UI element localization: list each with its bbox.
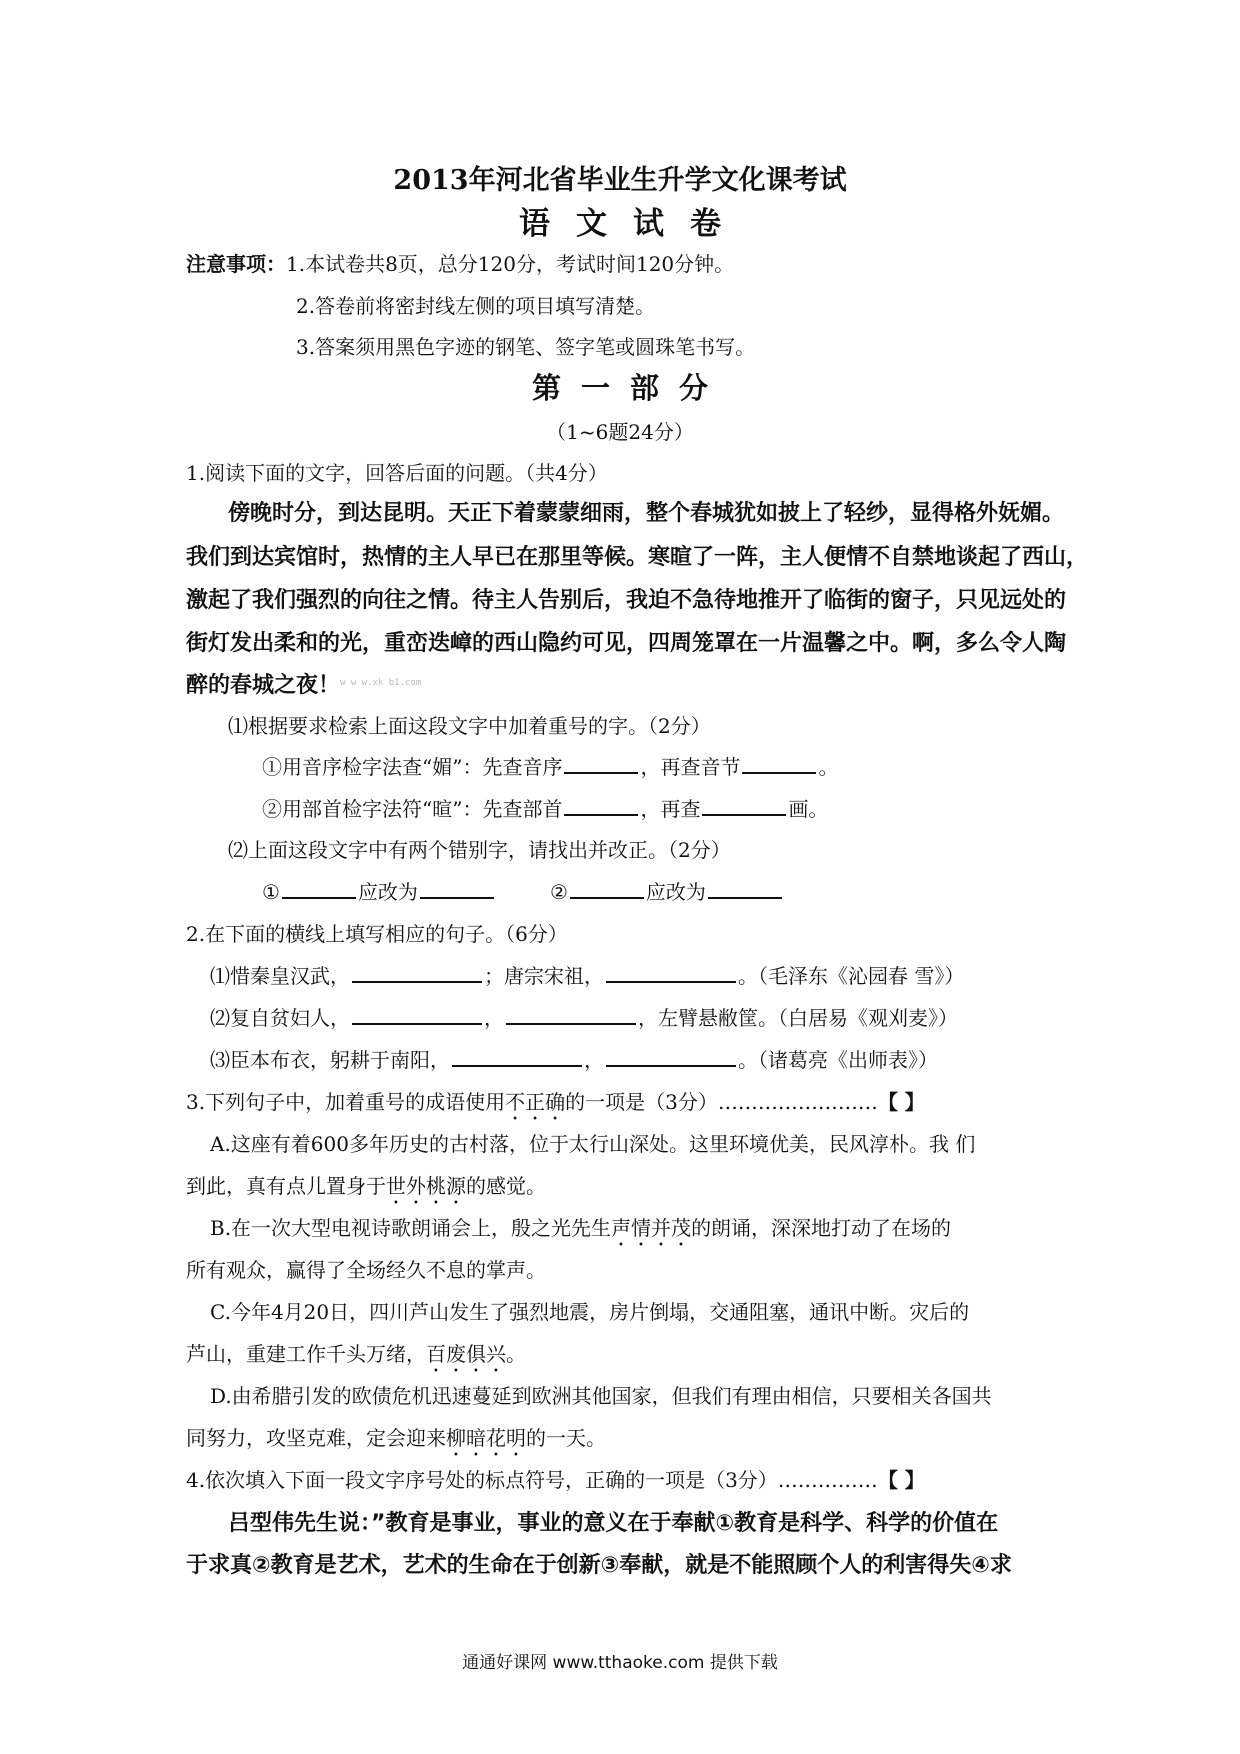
part-subtitle: （1~6题24分） — [546, 420, 694, 444]
answer-blank[interactable] — [452, 1047, 582, 1067]
q2-line-3 — [210, 1044, 938, 1073]
answer-blank[interactable] — [702, 796, 786, 816]
notice-item: 3.答案须用黑色字迹的钢笔、签字笔或圆珠笔书写。 — [296, 335, 756, 359]
answer-blank[interactable] — [564, 796, 638, 816]
passage-line: 傍晚时分，到达昆明。天正下着蒙蒙细雨，整个春城犹如披上了轻纱，显得格外妩媚。 — [228, 501, 1065, 526]
answer-blank[interactable] — [606, 963, 736, 983]
text: ⑶臣本布衣，躬耕于南阳， — [210, 1048, 450, 1072]
text: B.在一次大型电视诗歌朗诵会上，殷之光先生 — [210, 1216, 612, 1240]
passage-line: 激起了我们强烈的向往之情。待主人告别后，我迫不急待地推开了临街的窗子，只见远处的 — [186, 588, 1067, 613]
text: ② — [549, 880, 568, 904]
text: 的一天。 — [526, 1426, 606, 1450]
option-c-line: C.今年4月20日，四川芦山发生了强烈地震，房片倒塌，交通阻塞，通讯中断。灾后的 — [210, 1300, 970, 1324]
passage-line: 醉的春城之夜！ — [186, 673, 341, 698]
question-3-stem — [186, 1086, 925, 1125]
answer-blank[interactable] — [570, 879, 644, 899]
answer-blank[interactable] — [564, 754, 638, 774]
passage-line: 街灯发出柔和的光，重峦迭嶂的西山隐约可见，四周笼罩在一片温馨之中。啊，多么令人陶 — [186, 631, 1067, 656]
text: ，左臂悬敝筐。（白居易《观刈麦》） — [638, 1006, 958, 1030]
page-footer: 通通好课网 www.tthaoke.com 提供下载 — [462, 1653, 778, 1673]
text: 应改为 — [645, 880, 706, 904]
text: 。 — [818, 755, 839, 779]
text: ⑴惜秦皇汉武， — [210, 964, 350, 988]
text: 3.下列句子中，加着重号的成语使用 — [186, 1090, 506, 1114]
q4-passage-line: 吕型伟先生说：”教育是事业，事业的意义在于奉献①教育是科学、科学的价值在 — [228, 1511, 999, 1536]
text: 到此，真有点儿置身于 — [186, 1174, 386, 1198]
notice-item: 1.本试卷共8页，总分120分，考试时间120分钟。 — [286, 252, 735, 276]
answer-blank[interactable] — [352, 1005, 482, 1025]
option-a-line-2 — [186, 1170, 546, 1209]
text: 。 — [506, 1342, 526, 1366]
emphasized-text: 不正确 — [505, 1090, 566, 1114]
text: 4.依次填入下面一段文字序号处的标点符号，正确的一项是（3分）…………… — [186, 1468, 878, 1492]
text: ②用部首检字法符“暄”：先查部首 — [262, 797, 563, 821]
option-a-line: A.这座有着600多年历史的古村落，位于太行山深处。这里环境优美，民风淳朴。我 们 — [210, 1132, 976, 1156]
q1-sub2-answers — [262, 876, 784, 905]
part-title: 第一部分 — [531, 371, 728, 405]
answer-blank[interactable] — [352, 963, 482, 983]
answer-blank[interactable] — [506, 1005, 636, 1025]
emphasized-idiom: 世外桃源 — [386, 1174, 466, 1198]
answer-blank[interactable] — [606, 1047, 736, 1067]
answer-blank[interactable] — [742, 754, 816, 774]
question-2-stem: 2.在下面的横线上填写相应的句子。（6分） — [186, 922, 568, 946]
q2-line-2 — [210, 1002, 958, 1031]
question-1-stem: 1.阅读下面的文字，回答后面的问题。（共4分） — [186, 461, 608, 485]
option-c-line-2 — [186, 1338, 526, 1377]
q1-sub1a — [262, 751, 838, 780]
text: 的一项是（3分）…………………… — [565, 1090, 878, 1114]
option-d-line-2 — [186, 1422, 606, 1461]
text: ，再查音节 — [640, 755, 741, 779]
option-d-line: D.由希腊引发的欧债危机迅速蔓延到欧洲其他国家，但我们有理由相信，只要相关各国共 — [210, 1384, 992, 1408]
q1-sub1b — [262, 793, 828, 822]
answer-bracket[interactable]: 【 】 — [877, 1090, 925, 1114]
passage-line: 我们到达宾馆时，热情的主人早已在那里等候。寒暄了一阵，主人便情不自禁地谈起了西山， — [186, 545, 1089, 570]
text: ①用音序检字法查“媚”：先查音序 — [262, 755, 563, 779]
exam-title: 2013年河北省毕业生升学文化课考试 — [393, 165, 847, 196]
text: 的感觉。 — [466, 1174, 546, 1198]
text: 画。 — [788, 797, 829, 821]
text: 。（毛泽东《沁园春 雪》） — [738, 964, 965, 988]
question-4-stem — [186, 1464, 925, 1493]
text: ，再查 — [640, 797, 701, 821]
answer-blank[interactable] — [282, 879, 356, 899]
text: ⑵复自贫妇人， — [210, 1006, 350, 1030]
q2-line-1 — [210, 960, 964, 989]
text: ；唐宗宋祖， — [484, 964, 604, 988]
text: ， — [484, 1006, 504, 1030]
q4-passage-line: 于求真②教育是艺术，艺术的生命在于创新③奉献，就是不能照顾个人的利害得失④求 — [186, 1553, 1012, 1578]
text: 。（诸葛亮《出师表》） — [738, 1048, 938, 1072]
emphasized-idiom: 百废俱兴 — [426, 1342, 506, 1366]
text: 的朗诵，深深地打动了在场的 — [691, 1216, 952, 1240]
option-b-line — [210, 1212, 951, 1251]
notice-label: 注意事项： — [186, 252, 286, 276]
q1-sub1: ⑴根据要求检索上面这段文字中加着重号的字。（2分） — [228, 714, 711, 738]
text: 芦山，重建工作千头万绪， — [186, 1342, 426, 1366]
q1-sub2: ⑵上面这段文字中有两个错别字，请找出并改正。（2分） — [228, 838, 731, 862]
answer-blank[interactable] — [420, 879, 494, 899]
option-b-line-2: 所有观众，赢得了全场经久不息的掌声。 — [186, 1258, 546, 1282]
emphasized-idiom: 声情并茂 — [611, 1216, 692, 1240]
text: 同努力，攻坚克难，定会迎来 — [186, 1426, 446, 1450]
text: ， — [584, 1048, 604, 1072]
text: 应改为 — [357, 880, 418, 904]
answer-bracket[interactable]: 【 】 — [877, 1468, 925, 1492]
answer-blank[interactable] — [708, 879, 782, 899]
exam-subtitle: 语文试卷 — [519, 206, 747, 242]
text: ① — [262, 880, 280, 904]
notice-line-1 — [186, 248, 734, 277]
notice-item: 2.答卷前将密封线左侧的项目填写清楚。 — [296, 294, 656, 318]
emphasized-idiom: 柳暗花明 — [446, 1426, 526, 1450]
watermark: w w w.xk b1.com — [340, 678, 422, 688]
